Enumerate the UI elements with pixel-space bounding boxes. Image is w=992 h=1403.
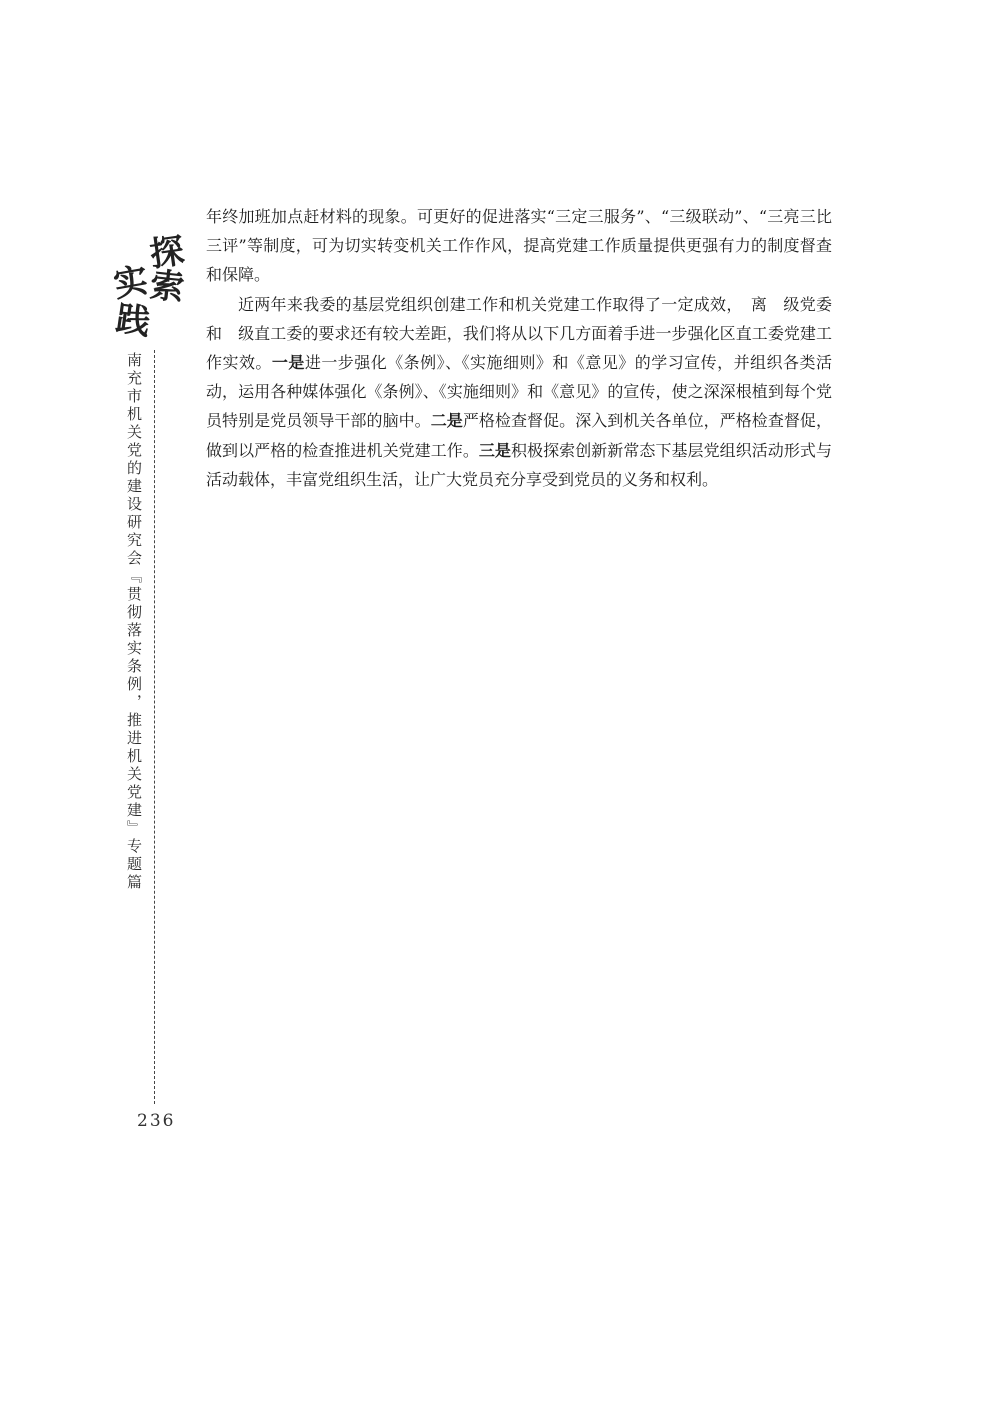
series-title: 南充市机关党的建设研究会『贯彻落实条例，推进机关党建』专题篇	[125, 352, 143, 892]
logo-char-suo: 索	[148, 265, 186, 309]
logo-char-jian: 践	[113, 298, 153, 344]
logo-char-tan: 探	[147, 230, 187, 276]
point-1-text: 进一步强化《条例》、《实施细则》和《意见》的学习宣传，并组织各类活动，运用各种媒体强化《条例》、《实施细则》和《意见》的宣传，使之深深根植到每个党员特别是党员领导干部的脑中。	[206, 353, 832, 431]
calligraphy-logo	[110, 232, 190, 342]
paragraph-2-intro: 近两年来我委的基层党组织创建工作和机关党建工作取得了一定成效， 离 级党委和 级直工委的要求还有较大差距，我们将从以下几方面着手进一步强化区直工委党建工作实效。	[206, 294, 832, 373]
body-text	[206, 202, 832, 494]
point-3-text: 积极探索创新新常态下基层党组织活动形式与活动载体，丰富党组织生活，让广大党员充分享受到党员的义务和权利。	[206, 440, 832, 489]
logo-char-shi: 实	[110, 260, 152, 306]
point-2-text: 严格检查督促。深入到机关各单位，严格检查督促，做到以严格的检查推进机关党建工作。	[206, 411, 832, 460]
paragraph-1: 年终加班加点赶材料的现象。可更好的促进落实“三定三服务”、“三级联动”、“三亮三比三评”等制度，可为切实转变机关工作作风，提高党建工作质量提供更强有力的制度督查和保障。	[206, 207, 832, 285]
point-1-label: 一是	[271, 353, 305, 373]
point-3-label: 三是	[478, 440, 511, 460]
paragraph-2	[206, 290, 832, 494]
dashed-divider	[154, 350, 155, 1104]
point-2-label: 二是	[430, 411, 463, 431]
page-number: 236	[137, 1111, 176, 1131]
